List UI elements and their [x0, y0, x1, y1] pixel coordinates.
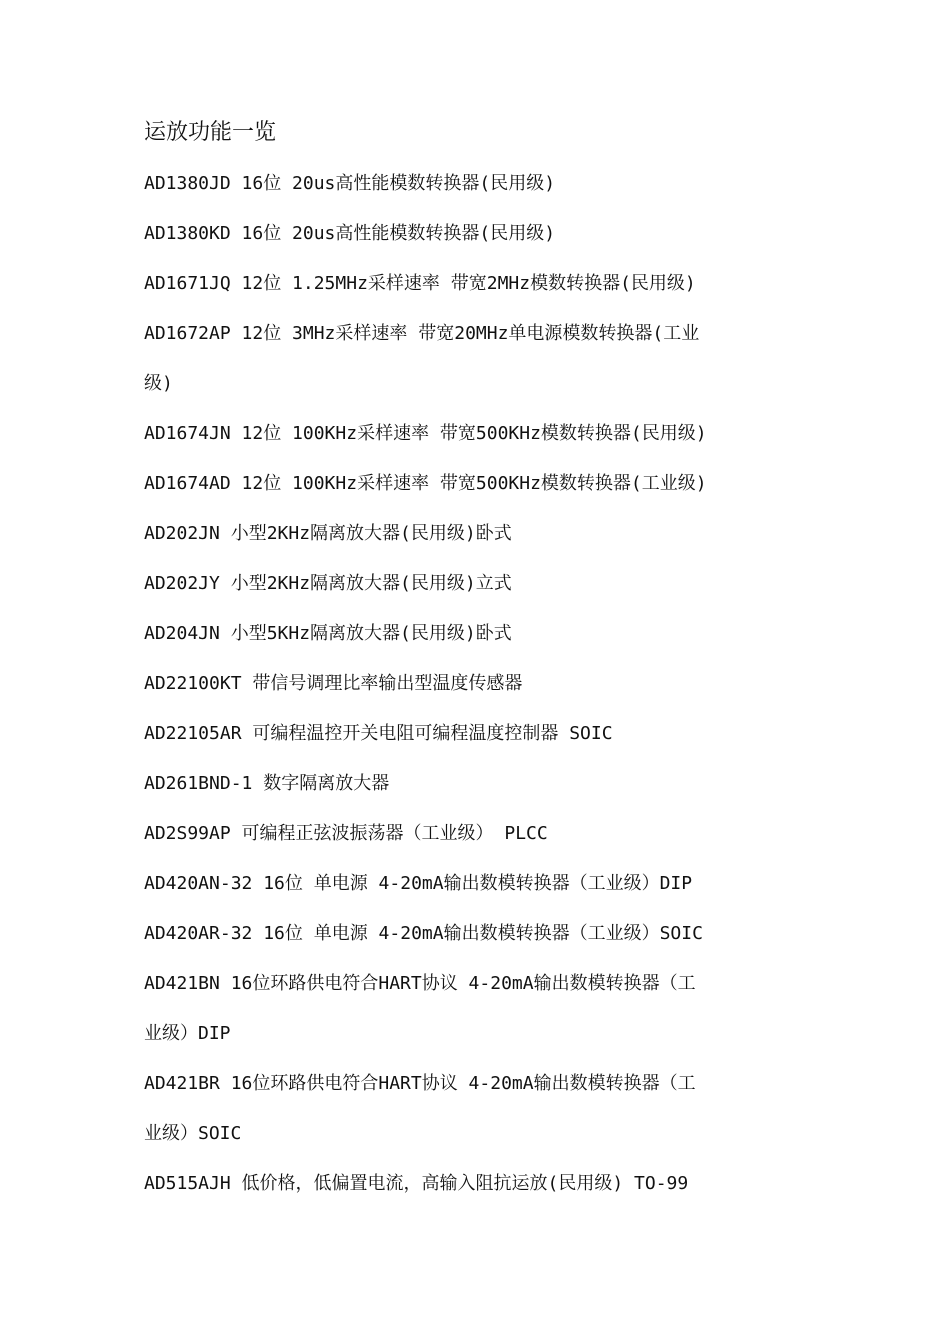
text-line: AD204JN 小型5KHz隔离放大器(民用级)卧式	[144, 623, 512, 644]
text-line: AD22105AR 可编程温控开关电阻可编程温度控制器 SOIC	[144, 723, 613, 744]
text-line: AD1672AP 12位 3MHz采样速率 带宽20MHz单电源模数转换器(工业	[144, 323, 700, 344]
text-line: AD421BR 16位环路供电符合HART协议 4-20mA输出数模转换器（工	[144, 1073, 696, 1094]
text-line: 业级）SOIC	[144, 1123, 242, 1144]
text-line: AD421BN 16位环路供电符合HART协议 4-20mA输出数模转换器（工	[144, 973, 696, 994]
page-title: 运放功能一览	[144, 120, 277, 145]
text-line: AD1380KD 16位 20us高性能模数转换器(民用级)	[144, 223, 556, 244]
text-line: AD1674AD 12位 100KHz采样速率 带宽500KHz模数转换器(工业级)	[144, 473, 707, 494]
text-line: AD515AJH 低价格，低偏置电流，高输入阻抗运放(民用级) TO-99	[144, 1173, 689, 1194]
document-page	[144, 107, 814, 1209]
text-line: AD420AN-32 16位 单电源 4-20mA输出数模转换器（工业级）DIP	[144, 873, 693, 894]
text-line: AD202JY 小型2KHz隔离放大器(民用级)立式	[144, 573, 512, 594]
text-line: AD1671JQ 12位 1.25MHz采样速率 带宽2MHz模数转换器(民用级)	[144, 273, 696, 294]
text-line: 级)	[144, 373, 173, 394]
text-line: AD202JN 小型2KHz隔离放大器(民用级)卧式	[144, 523, 512, 544]
text-line: AD420AR-32 16位 单电源 4-20mA输出数模转换器（工业级）SOIC	[144, 923, 703, 944]
text-line: AD1380JD 16位 20us高性能模数转换器(民用级)	[144, 173, 556, 194]
text-line: AD1674JN 12位 100KHz采样速率 带宽500KHz模数转换器(民用级)	[144, 423, 707, 444]
text-line: AD2S99AP 可编程正弦波振荡器（工业级） PLCC	[144, 823, 548, 844]
text-line: 业级）DIP	[144, 1023, 231, 1044]
text-line: AD261BND-1 数字隔离放大器	[144, 773, 390, 794]
text-line: AD22100KT 带信号调理比率输出型温度传感器	[144, 673, 523, 694]
